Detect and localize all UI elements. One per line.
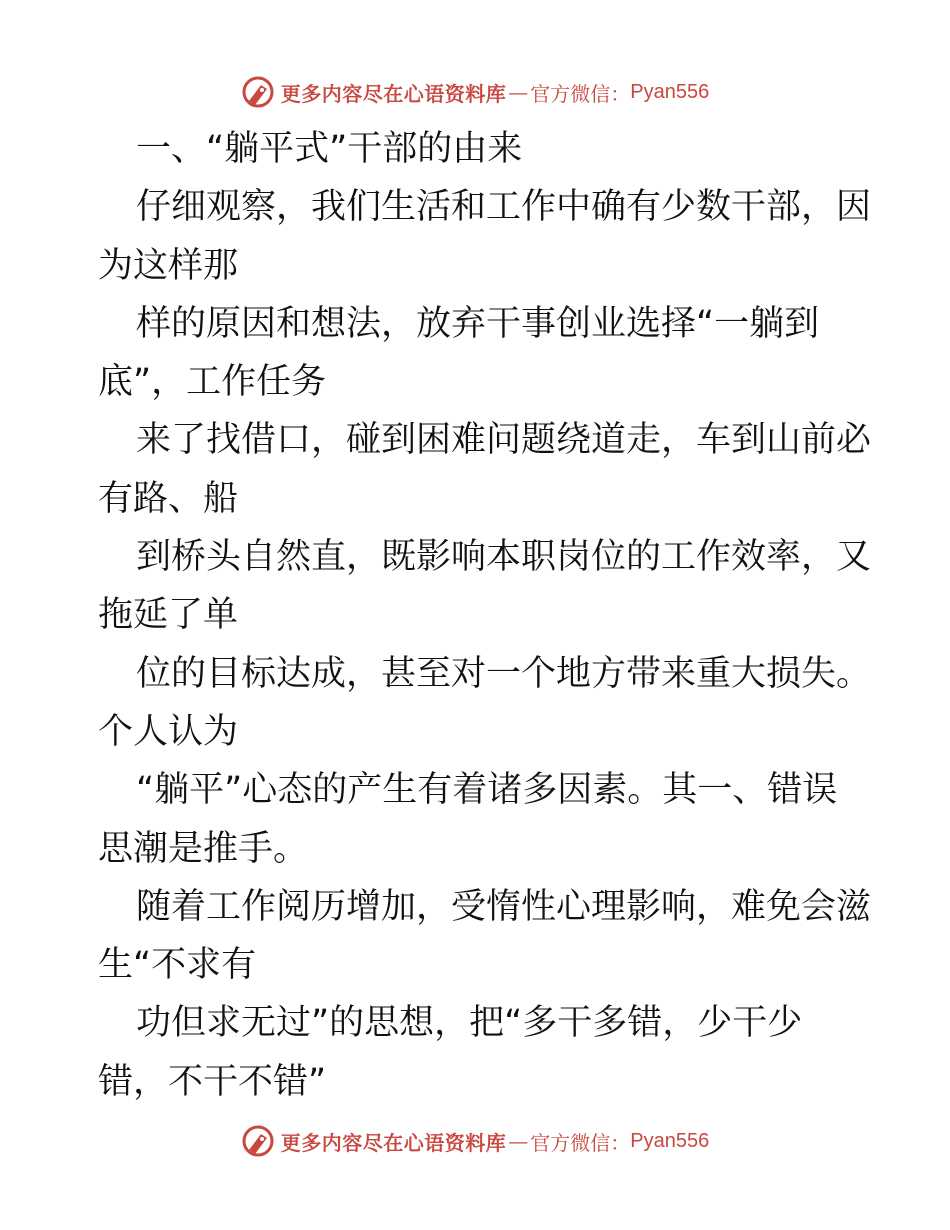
text-line: 位的目标达成，甚至对一个地方带来重大损失。 [136, 653, 872, 694]
text-line: 随着工作阅历增加，受惰性心理影响，难免会滋 [136, 886, 872, 927]
text-line: 拖延了单 [98, 595, 239, 636]
text-line: 有路、船 [98, 478, 239, 519]
document-body [98, 120, 872, 1111]
pen-nib-logo-icon [241, 1124, 275, 1158]
text-line: 功但求无过”的思想，把“多干多错，少干少 [136, 1003, 803, 1044]
text-line: 错，不干不错” [98, 1061, 327, 1102]
text-line: 思潮是推手。 [98, 828, 309, 869]
banner-dash: — [508, 80, 529, 104]
text-line: 个人认为 [98, 711, 239, 752]
wechat-label: 官方微信： [530, 1130, 631, 1155]
wechat-account: Pyan556 [630, 80, 710, 103]
text-line: 仔细观察，我们生活和工作中确有少数干部，因 [136, 187, 872, 228]
text-line: 底”，工作任务 [98, 362, 327, 403]
text-line: 为这样那 [98, 245, 239, 286]
banner-dash: — [508, 1129, 529, 1153]
text-line: 来了找借口，碰到困难问题绕道走，车到山前必 [136, 420, 872, 461]
promo-text: 更多内容尽在心语资料库 [280, 1130, 507, 1155]
footer-banner [0, 1121, 950, 1161]
wechat-account: Pyan556 [630, 1129, 710, 1152]
text-line: 到桥头自然直，既影响本职岗位的工作效率，又 [136, 537, 872, 578]
promo-text: 更多内容尽在心语资料库 [280, 81, 507, 106]
pen-nib-logo-icon [241, 75, 275, 109]
section-heading: 一、“躺平式”干部的由来 [136, 129, 523, 169]
text-line: 样的原因和想法，放弃干事创业选择“一躺到 [136, 303, 820, 344]
wechat-label: 官方微信： [530, 81, 631, 106]
text-line: 生“不求有 [98, 945, 257, 986]
header-banner [0, 72, 950, 112]
text-line: “躺平”心态的产生有着诸多因素。其一、错误 [136, 770, 838, 811]
